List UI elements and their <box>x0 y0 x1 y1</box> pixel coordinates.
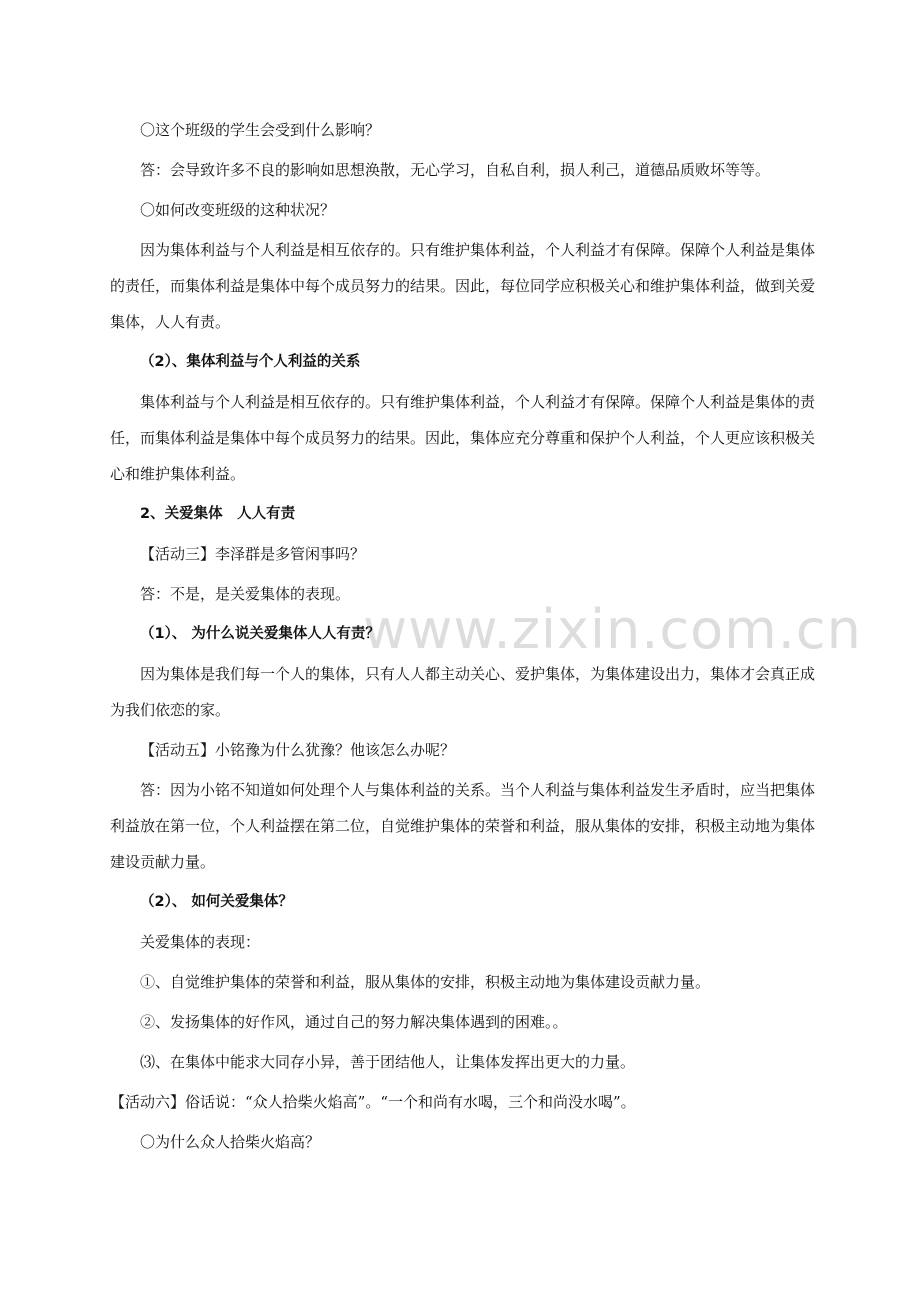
answer-paragraph: 答：会导致许多不良的影响如思想涣散，无心学习，自私自利，损人利己，道德品质败坏等等。 <box>140 161 771 179</box>
answer-paragraph: 答：不是，是关爱集体的表现。 <box>140 585 351 603</box>
body-paragraph: 因为集体是我们每一个人的集体，只有人人都主动关心、爱护集体，为集体建设出力，集体才会真正成为我们依恋的家。 <box>110 665 816 719</box>
section-heading: （2）、集体利益与个人利益的关系 <box>140 354 361 370</box>
body-paragraph: 因为集体利益与个人利益是相互依存的。只有维护集体利益，个人利益才有保障。保障个人利益是集体的责任，而集体利益是集体中每个成员努力的结果。因此，每位同学应积极关心和维护集体利益，做到关爱集体，人人有责。 <box>110 241 816 331</box>
question-paragraph: 〇如何改变班级的这种状况？ <box>140 201 336 219</box>
section-heading: （1）、 为什么说关爱集体人人有责？ <box>140 626 380 642</box>
question-paragraph: 〇这个班级的学生会受到什么影响？ <box>140 121 381 139</box>
question-paragraph: 〇为什么众人拾柴火焰高？ <box>140 1133 321 1151</box>
body-paragraph: 关爱集体的表现： <box>140 933 261 951</box>
list-item: ⑶、在集体中能求大同存小异，善于团结他人，让集体发挥出更大的力量。 <box>140 1053 636 1071</box>
activity-paragraph: 【活动五】小铭豫为什么犹豫？他该怎么办呢？ <box>140 741 456 759</box>
document-body <box>110 112 816 1160</box>
body-paragraph: 集体利益与个人利益是相互依存的。只有维护集体利益，个人利益才有保障。保障个人利益是集体的责任，而集体利益是集体中每个成员努力的结果。因此，集体应充分尊重和保护个人利益，个人更应该积极关心和维护集体利益。 <box>110 393 816 483</box>
list-item: ①、自觉维护集体的荣誉和利益，服从集体的安排，积极主动地为集体建设贡献力量。 <box>140 973 711 991</box>
watermark: www.zixin.com.cn <box>363 598 862 661</box>
section-heading: 2、关爱集体 人人有责 <box>140 506 296 522</box>
activity-paragraph: 【活动三】李泽群是多管闲事吗？ <box>140 545 366 563</box>
activity-paragraph: 【活动六】俗话说：“众人拾柴火焰高”。“一个和尚有水喝，三个和尚没水喝”。 <box>110 1093 636 1111</box>
answer-paragraph: 答：因为小铭不知道如何处理个人与集体利益的关系。当个人利益与集体利益发生矛盾时，应当把集体利益放在第一位，个人利益摆在第二位，自觉维护集体的荣誉和利益，服从集体的安排，积极主动地为集体建设贡献力量。 <box>110 781 816 871</box>
list-item: ②、发扬集体的好作风，通过自己的努力解决集体遇到的困难。。 <box>140 1013 568 1031</box>
section-heading: （2）、 如何关爱集体？ <box>140 894 293 910</box>
